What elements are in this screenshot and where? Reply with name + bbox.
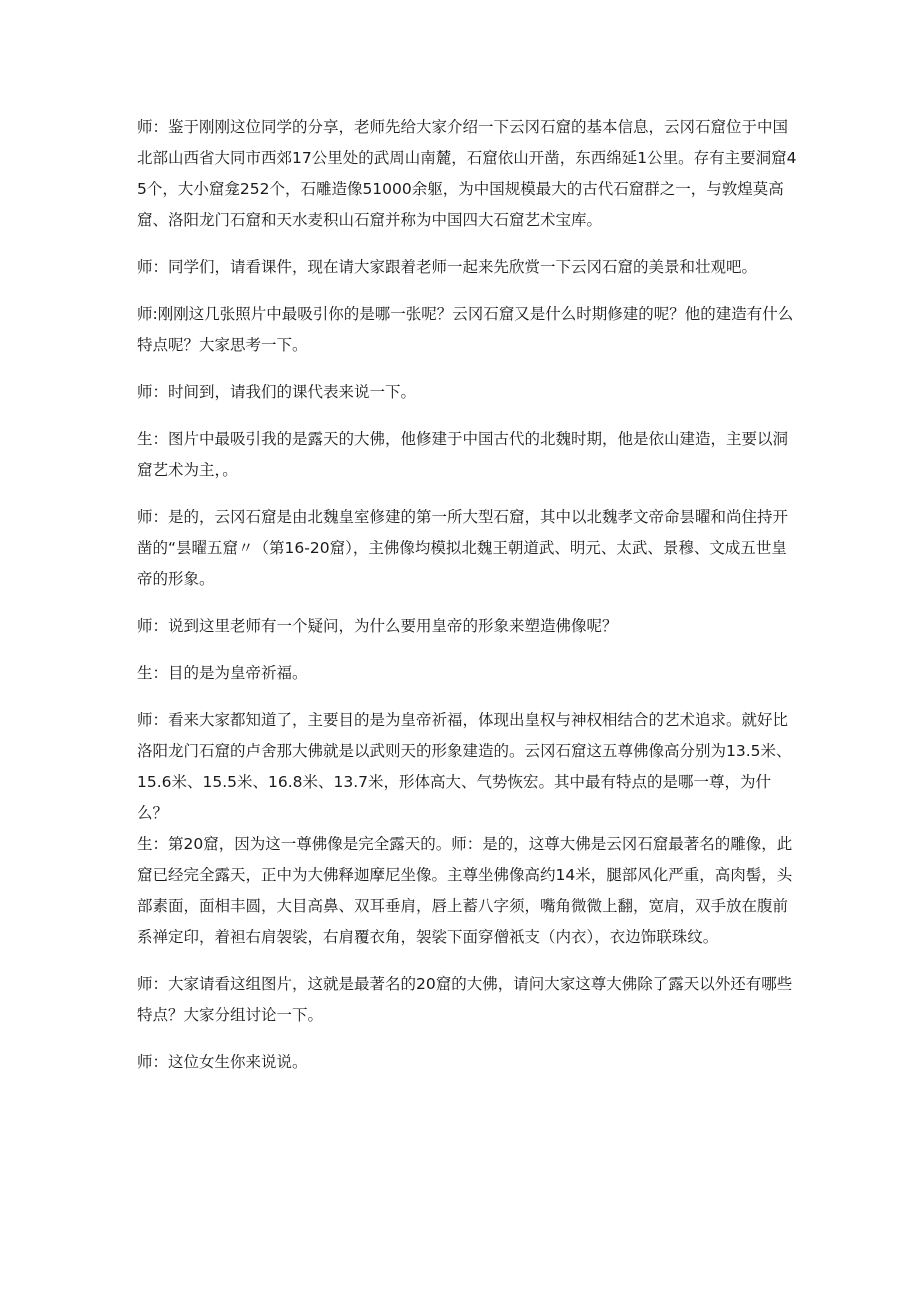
paragraph-group-discussion: 师：大家请看这组图片，这就是最著名的20窟的大佛，请问大家这尊大佛除了露天以外还有哪些特点？大家分组讨论一下。 — [137, 975, 793, 1024]
document-body — [137, 112, 797, 1094]
paragraph-question-photos: 师:刚刚这几张照片中最吸引你的是哪一张呢？云冈石窟又是什么时期修建的呢？他的建造有什么特点呢？大家思考一下。 — [137, 305, 794, 354]
paragraph-student-blessing: 生：目的是为皇帝祈福。 — [137, 664, 308, 682]
paragraph-girl-answer: 师：这位女生你来说说。 — [137, 1053, 308, 1071]
paragraph-tanyao-caves: 师：是的，云冈石窟是由北魏皇室修建的第一所大型石窟，其中以北魏孝文帝命昙曜和尚住持开凿的“昙曜五窟〃（第16-20窟），主佛像均模拟北魏王朝道武、明元、太武、景穆、文成五世皇帝的形象。 — [137, 508, 789, 588]
paragraph-student-answer: 生：图片中最吸引我的是露天的大佛，他修建于中国古代的北魏时期，他是依山建造，主要以洞窟艺术为主，。 — [137, 430, 789, 479]
paragraph-teacher-question: 师：说到这里老师有一个疑问，为什么要用皇帝的形象来塑造佛像呢？ — [137, 617, 618, 635]
paragraph-cave-20: 生：第20窟，因为这一尊佛像是完全露天的。师：是的，这尊大佛是云冈石窟最著名的雕像，此窟已经完全露天，正中为大佛释迦摩尼坐像。主尊坐佛像高约14米，腿部风化严重，高肉髻，头部素面，面相丰圆，大目高鼻、双耳垂肩，唇上蓄八字须，嘴角微微上翻，宽肩，双手放在腹前系禅定印，着袒右肩袈裟，右肩覆衣角，袈裟下面穿僧祇支（内衣），衣边饰联珠纹。 — [137, 835, 793, 946]
paragraph-time-up: 师：时间到，请我们的课代表来说一下。 — [137, 383, 417, 401]
paragraph-buddha-heights: 师：看来大家都知道了，主要目的是为皇帝祈福，体现出皇权与神权相结合的艺术追求。就好比洛阳龙门石窟的卢舍那大佛就是以武则天的形象建造的。云冈石窟这五尊佛像高分别为13.5米、15.6米、15.5米、16.8米、13.7米，形体高大、气势恢宏。其中最有特点的是哪一尊，为什么？ — [137, 711, 792, 822]
paragraph-cave-intro: 师：鉴于刚刚这位同学的分享，老师先给大家介绍一下云冈石窟的基本信息，云冈石窟位于中国北部山西省大同市西郊17公里处的武周山南麓，石窟依山开凿，东西绵延1公里。存有主要洞窟45个，大小窟龛252个，石雕造像51000余躯，为中国规模最大的古代石窟群之一，与敦煌莫高窟、洛阳龙门石窟和天水麦积山石窟并称为中国四大石窟艺术宝库。 — [137, 118, 797, 229]
paragraph-courseware: 师：同学们，请看课件，现在请大家跟着老师一起来先欣赏一下云冈石窟的美景和壮观吧。 — [137, 258, 758, 276]
